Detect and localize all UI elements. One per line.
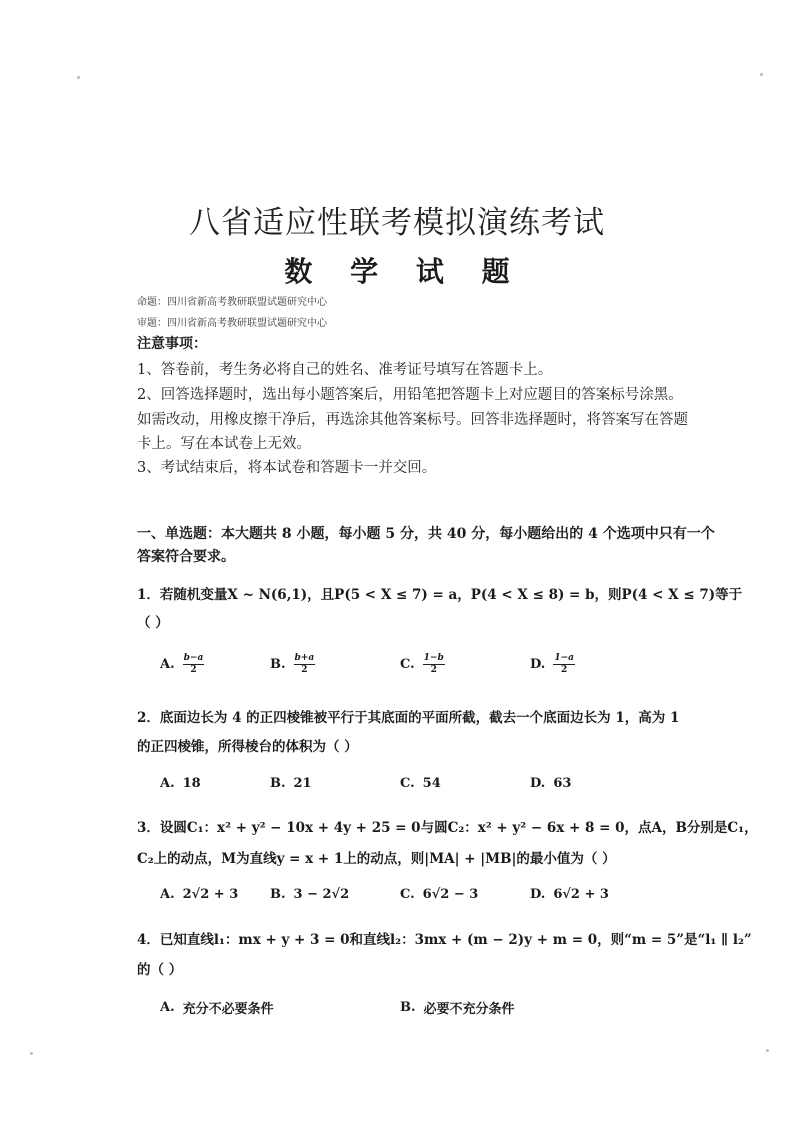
question-1-option-b [270, 654, 315, 675]
question-1-option-a [160, 654, 204, 675]
option-label: B. [270, 887, 286, 902]
section-heading-cont: 答案符合要求。 [137, 549, 235, 565]
scan-speck [30, 1052, 33, 1055]
option-text: 54 [422, 776, 441, 791]
fraction-numerator: 1−b [423, 653, 444, 663]
notice-heading: 注意事项： [137, 336, 207, 352]
option-text: 充分不必要条件 [182, 1002, 274, 1017]
scan-speck [77, 76, 80, 79]
option-label: A. [160, 1000, 175, 1015]
option-text: 2√2 + 3 [182, 887, 239, 902]
fraction-denominator: 2 [301, 665, 308, 675]
question-1-stem-cont: （ ） [137, 615, 169, 631]
scan-speck [760, 73, 763, 76]
option-text: 3 − 2√2 [293, 887, 350, 902]
section-heading: 一、单选题：本大题共 8 小题，每小题 5 分，共 40 分，每小题给出的 4 个选项中只有一个 [137, 526, 715, 542]
proposer-line: 命题：四川省新高考教研联盟试题研究中心 [137, 297, 327, 308]
fraction-numerator: b+a [294, 653, 315, 663]
question-4-option-b [400, 998, 515, 1017]
question-3-option-b [270, 887, 349, 902]
question-4-option-a [160, 998, 274, 1017]
question-3-option-d [530, 887, 609, 902]
option-text: 6√2 − 3 [422, 887, 479, 902]
notice-item: 如需改动，用橡皮擦干净后，再选涂其他答案标号。回答非选择题时，将答案写在答题 [137, 412, 688, 428]
notice-item: 卡上。写在本试卷上无效。 [137, 436, 311, 452]
option-label: D. [530, 657, 546, 672]
notice-item: 3、考试结束后，将本试卷和答题卡一并交回。 [137, 460, 437, 476]
option-text: 21 [293, 776, 312, 791]
option-label: C. [400, 776, 415, 791]
option-text: 18 [182, 776, 201, 791]
option-label: A. [160, 776, 175, 791]
fraction-denominator: 2 [430, 665, 437, 675]
exam-subtitle: 数 学 试 题 [284, 255, 524, 288]
option-label: B. [400, 1000, 416, 1015]
question-4-stem-cont: 的（ ） [137, 962, 183, 978]
question-1-option-d [530, 654, 575, 675]
option-label: D. [530, 776, 546, 791]
option-label: B. [270, 776, 286, 791]
reviewer-line: 审题：四川省新高考教研联盟试题研究中心 [137, 318, 327, 329]
option-text: 63 [553, 776, 572, 791]
question-1-option-c [400, 654, 445, 675]
option-fraction [183, 654, 205, 675]
question-2-stem-cont: 的正四棱锥，所得棱台的体积为（ ） [137, 739, 358, 755]
option-fraction [553, 654, 575, 675]
option-label: B. [270, 657, 286, 672]
notice-item: 2、回答选择题时，选出每小题答案后，用铅笔把答题卡上对应题目的答案标号涂黑。 [137, 387, 683, 403]
option-text: 必要不充分条件 [423, 1002, 515, 1017]
question-1-stem: 1．若随机变量X ~ N(6,1)，且P(5 < X ≤ 7) = a，P(4 < X ≤ 8) = b，则P(4 < X ≤ 7)等于 [137, 587, 743, 603]
question-2-option-b [270, 776, 312, 791]
option-label: D. [530, 887, 546, 902]
option-text: 6√2 + 3 [553, 887, 609, 902]
option-fraction [423, 654, 445, 675]
fraction-denominator: 2 [561, 665, 568, 675]
question-2-option-c [400, 776, 441, 791]
notice-item: 1、答卷前，考生务必将自己的姓名、准考证号填写在答题卡上。 [137, 362, 553, 378]
question-3-stem-cont: C₂上的动点，M为直线y = x + 1上的动点，则|MA| + |MB|的最小值为（ ） [137, 851, 616, 867]
option-label: C. [400, 657, 415, 672]
question-4-stem: 4．已知直线l₁：mx + y + 3 = 0和直线l₂：3mx + (m − 2)y + m = 0，则“m = 5”是“l₁ ∥ l₂” [137, 932, 752, 948]
fraction-numerator: 1−a [554, 653, 574, 663]
question-3-option-a [160, 887, 238, 902]
question-2-option-d [530, 776, 571, 791]
option-label: A. [160, 887, 175, 902]
option-fraction [294, 654, 316, 675]
question-3-stem: 3．设圆C₁：x² + y² − 10x + 4y + 25 = 0与圆C₂：x² + y² − 6x + 8 = 0，点A，B分别是C₁， [137, 820, 758, 836]
option-label: A. [160, 657, 175, 672]
question-3-option-c [400, 887, 478, 902]
question-2-option-a [160, 776, 201, 791]
fraction-denominator: 2 [190, 665, 197, 675]
fraction-numerator: b−a [183, 653, 204, 663]
question-2-stem: 2．底面边长为 4 的正四棱锥被平行于其底面的平面所截，截去一个底面边长为 1，高为 1 [137, 710, 680, 726]
scan-speck [766, 1049, 769, 1052]
option-label: C. [400, 887, 415, 902]
exam-title: 八省适应性联考模拟演练考试 [189, 205, 605, 241]
